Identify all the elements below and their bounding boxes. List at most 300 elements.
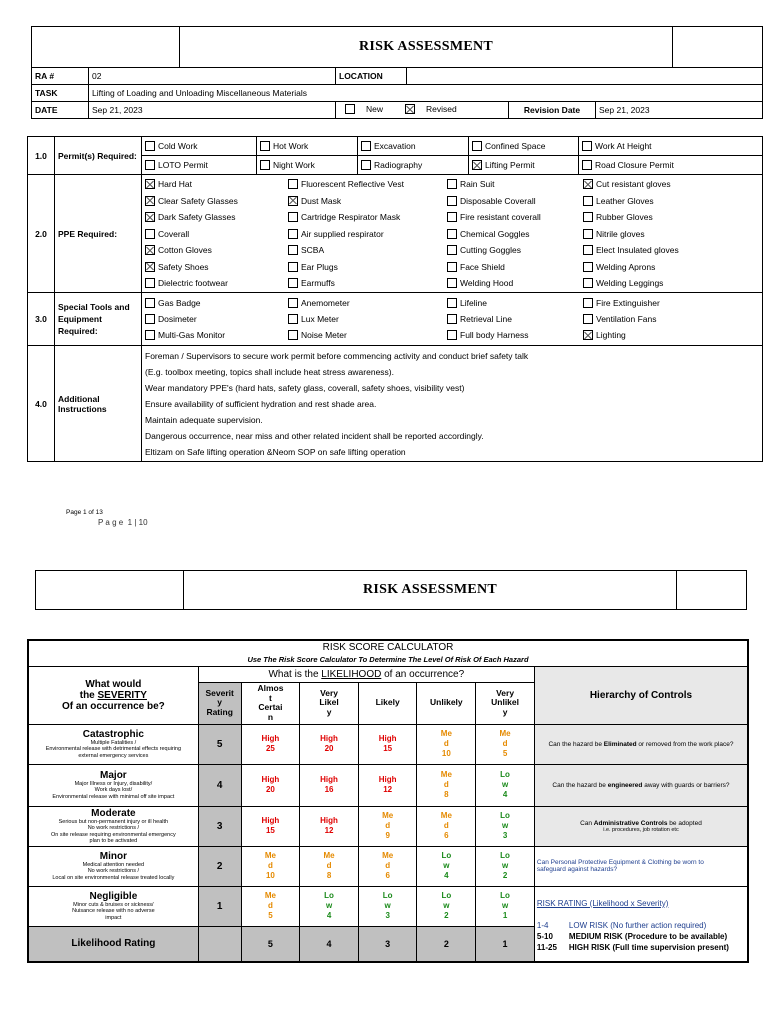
severity-detail: Environmental release with detrimental effects requiring: [45, 746, 182, 753]
loto-permit-label: LOTO Permit: [158, 160, 208, 170]
risk-score-cell: High 12: [358, 764, 417, 806]
severity-detail: external emergency services: [78, 752, 149, 759]
ppe-grid-column: [444, 176, 580, 292]
page1-title: RISK ASSESSMENT: [180, 27, 673, 68]
likelihood-rating-value: 1: [476, 926, 535, 962]
option-leather-gloves: [583, 192, 723, 209]
option-cotton-gloves: [145, 242, 285, 259]
severity-name: Moderate: [91, 807, 136, 819]
radiography-checkbox[interactable]: [361, 160, 371, 170]
full-body-harness-label: Full body Harness: [460, 330, 529, 340]
coverall-checkbox[interactable]: [145, 229, 155, 239]
option-dark-safety-glasses: [145, 209, 285, 226]
permits-grid: [142, 137, 762, 174]
rubber-gloves-checkbox[interactable]: [583, 212, 593, 222]
option-fire-extinguisher: [583, 295, 723, 311]
likelihood-q-underline: LIKELIHOOD: [321, 668, 382, 680]
page2-header: [35, 570, 747, 610]
option-loto-permit: [145, 160, 208, 170]
tools-options: [142, 293, 763, 346]
hard-hat-checkbox[interactable]: [145, 179, 155, 189]
lifting-permit-label: Lifting Permit: [485, 160, 535, 170]
option-chemical-goggles: [447, 225, 580, 242]
risk-score-cell: Lo w 2: [417, 886, 476, 926]
permit-cell: [469, 137, 579, 156]
safety-shoes-checkbox[interactable]: [145, 262, 155, 272]
disposable-coverall-checkbox[interactable]: [447, 196, 457, 206]
option-ventilation-fans: [583, 311, 723, 327]
tools-grid: [142, 295, 762, 343]
calc-title: RISK SCORE CALCULATOR: [28, 640, 748, 654]
disposable-coverall-label: Disposable Coverall: [460, 195, 536, 206]
severity-q1: What would: [85, 678, 142, 690]
instruction-line: Maintain adequate supervision.: [145, 414, 263, 425]
risk-score-cell: Lo w 2: [476, 846, 535, 886]
option-cut-resistant-gloves: [583, 176, 723, 193]
tools-num: 3.0: [28, 293, 55, 346]
ventilation-fans-checkbox[interactable]: [583, 314, 593, 324]
instruction-line: (E.g. toolbox meeting, topics shall include heat stress awareness).: [145, 366, 394, 377]
task-value: Lifting of Loading and Unloading Miscellaneous Materials: [89, 85, 763, 102]
elect-insulated-gloves-checkbox[interactable]: [583, 245, 593, 255]
fire-extinguisher-label: Fire Extinguisher: [596, 298, 660, 308]
likelihood-col-head: Almos t Certai n: [241, 682, 300, 724]
severity-detail: Major Illness or Injury, disability/: [74, 780, 153, 787]
permits-num: 1.0: [28, 137, 55, 175]
likelihood-col-head: Unlikely: [417, 682, 476, 724]
calc-subtitle: Use The Risk Score Calculator To Determine The Level Of Risk Of Each Hazard: [28, 654, 748, 666]
hard-hat-label: Hard Hat: [158, 179, 193, 189]
option-lux-meter: [288, 311, 444, 327]
risk-score-cell: Me d 6: [358, 846, 417, 886]
air-supplied-respirator-label: Air supplied respirator: [301, 228, 384, 239]
coverall-label: Coverall: [158, 228, 190, 239]
ppe-grid-column: [142, 176, 285, 292]
option-scba: [288, 242, 444, 259]
dosimeter-label: Dosimeter: [158, 314, 197, 324]
permit-cell: [469, 156, 579, 174]
dark-safety-glasses-label: Dark Safety Glasses: [158, 212, 236, 222]
option-excavation: [361, 141, 416, 151]
option-clear-safety-glasses: [145, 192, 285, 209]
noise-meter-checkbox[interactable]: [288, 330, 298, 340]
new-checkbox[interactable]: [345, 104, 355, 114]
new-label: New: [366, 104, 384, 114]
likelihood-q-pre: What is the: [268, 668, 322, 680]
lifting-permit-checkbox[interactable]: [472, 160, 482, 170]
excavation-checkbox[interactable]: [361, 141, 371, 151]
likelihood-rating-value: 2: [417, 926, 476, 962]
lifeline-checkbox[interactable]: [447, 298, 457, 308]
severity-rating: 5: [198, 724, 241, 764]
retrieval-line-label: Retrieval Line: [460, 314, 512, 324]
work-at-height-checkbox[interactable]: [582, 141, 592, 151]
instruction-line: Dangerous occurrence, near miss and other related incident shall be reported accordingly.: [145, 430, 484, 441]
night-work-checkbox[interactable]: [260, 160, 270, 170]
fluorescent-reflective-vest-checkbox[interactable]: [288, 179, 298, 189]
ventilation-fans-label: Ventilation Fans: [596, 314, 657, 324]
lighting-label: Lighting: [596, 330, 626, 340]
option-welding-aprons: [583, 258, 723, 275]
permit-cell: [142, 137, 257, 156]
clear-safety-glasses-label: Clear Safety Glasses: [158, 195, 238, 206]
risk-score-cell: Lo w 4: [417, 846, 476, 886]
revision-type-cell: [336, 102, 509, 119]
page2-title: RISK ASSESSMENT: [184, 571, 677, 610]
ra-label: RA #: [32, 68, 89, 85]
severity-desc: [28, 886, 198, 926]
face-shield-label: Face Shield: [460, 261, 505, 272]
tools-grid-column: [142, 295, 285, 343]
risk-score-cell: High 25: [241, 724, 300, 764]
info-table: [31, 67, 763, 119]
leather-gloves-checkbox[interactable]: [583, 196, 593, 206]
option-welding-hood: [447, 275, 580, 292]
air-supplied-respirator-checkbox[interactable]: [288, 229, 298, 239]
option-noise-meter: [288, 327, 444, 343]
instr-label: Additional Instructions: [55, 346, 142, 462]
excavation-label: Excavation: [374, 141, 416, 151]
confined-space-checkbox[interactable]: [472, 141, 482, 151]
nitrile-gloves-checkbox[interactable]: [583, 229, 593, 239]
welding-aprons-label: Welding Aprons: [596, 261, 656, 272]
risk-score-cell: Me d 5: [476, 724, 535, 764]
option-lifting-permit: [472, 160, 535, 170]
risk-score-cell: Lo w 3: [476, 806, 535, 846]
clear-safety-glasses-checkbox[interactable]: [145, 196, 155, 206]
revision-date-value: Sep 21, 2023: [596, 102, 763, 119]
date-label: DATE: [32, 102, 89, 119]
header2-right-cell: [677, 571, 747, 610]
severity-detail: Work days lost/: [94, 787, 133, 794]
tools-grid-column: [444, 295, 580, 343]
likelihood-rating-value: 4: [300, 926, 359, 962]
ppe-grid-column: [285, 176, 444, 292]
permit-cell: [257, 137, 358, 156]
fluorescent-reflective-vest-label: Fluorescent Reflective Vest: [301, 179, 404, 189]
severity-q3: Of an occurrence be?: [61, 700, 165, 712]
fire-resistant-coverall-label: Fire resistant coverall: [460, 212, 541, 222]
multi-gas-monitor-checkbox[interactable]: [145, 330, 155, 340]
header2-logo-cell: [36, 571, 184, 610]
permit-cell: [358, 137, 469, 156]
permit-cell: [579, 156, 762, 174]
date-value: Sep 21, 2023: [89, 102, 336, 119]
risk-score-cell: Me d 9: [358, 806, 417, 846]
retrieval-line-checkbox[interactable]: [447, 314, 457, 324]
leather-gloves-label: Leather Gloves: [596, 195, 654, 206]
safety-shoes-label: Safety Shoes: [158, 261, 209, 272]
option-dielectric-footwear: [145, 275, 285, 292]
option-hot-work: [260, 141, 308, 151]
option-dosimeter: [145, 311, 285, 327]
cut-resistant-gloves-checkbox[interactable]: [583, 179, 593, 189]
hierarchy-control: Can the hazard be engineered away with guards or barriers?: [534, 764, 748, 806]
severity-row: [28, 764, 748, 806]
permits-label: Permit(s) Required:: [55, 137, 142, 175]
likelihood-rating-label: Likelihood Rating: [28, 926, 198, 962]
chemical-goggles-checkbox[interactable]: [447, 229, 457, 239]
ear-plugs-checkbox[interactable]: [288, 262, 298, 272]
severity-name: Minor: [99, 850, 127, 862]
option-safety-shoes: [145, 258, 285, 275]
header-right-cell: [673, 27, 763, 68]
hot-work-checkbox[interactable]: [260, 141, 270, 151]
likelihood-col-head: Likely: [358, 682, 417, 724]
cotton-gloves-checkbox[interactable]: [145, 245, 155, 255]
severity-detail: plan to be activated: [89, 838, 138, 844]
severity-detail: Nuisance release with no adverse: [72, 908, 155, 915]
risk-score-cell: Me d 10: [417, 724, 476, 764]
cartridge-respirator-mask-label: Cartridge Respirator Mask: [301, 212, 401, 222]
likelihood-q-post: of an occurrence?: [381, 668, 465, 680]
risk-score-cell: Lo w 1: [476, 886, 535, 926]
cutting-goggles-checkbox[interactable]: [447, 245, 457, 255]
risk-score-cell: High 20: [241, 764, 300, 806]
severity-detail: Local on site environmental release treated locally: [52, 874, 175, 881]
permit-cell: [257, 156, 358, 174]
revised-label: Revised: [426, 104, 457, 114]
option-elect-insulated-gloves: [583, 242, 723, 259]
ear-plugs-label: Ear Plugs: [301, 261, 338, 272]
severity-rating: 1: [198, 886, 241, 926]
loto-permit-checkbox[interactable]: [145, 160, 155, 170]
severity-desc: [28, 724, 198, 764]
road-closure-permit-label: Road Closure Permit: [595, 160, 674, 170]
instruction-line: Wear mandatory PPE's (hard hats, safety glass, coverall, safety shoes, visibility vest): [145, 382, 465, 393]
hierarchy-title: Hierarchy of Controls: [534, 666, 748, 724]
severity-rating: 3: [198, 806, 241, 846]
severity-detail: No work restrictions /: [87, 825, 140, 831]
risk-score-cell: Lo w 4: [476, 764, 535, 806]
work-at-height-label: Work At Height: [595, 141, 652, 151]
option-ear-plugs: [288, 258, 444, 275]
scba-label: SCBA: [301, 245, 325, 255]
lighting-checkbox[interactable]: [583, 330, 593, 340]
risk-score-cell: High 12: [300, 806, 359, 846]
risk-score-cell: High 20: [300, 724, 359, 764]
option-anemometer: [288, 295, 444, 311]
severity-detail: impact: [105, 914, 122, 921]
dust-mask-checkbox[interactable]: [288, 196, 298, 206]
option-lighting: [583, 327, 723, 343]
earmuffs-label: Earmuffs: [301, 278, 335, 288]
severity-detail: Minor cuts & bruises or sickness/: [73, 901, 154, 908]
severity-row: [28, 886, 748, 926]
risk-score-cell: High 15: [358, 724, 417, 764]
severity-row: [28, 724, 748, 764]
likelihood-col-head: Very Unlikel y: [476, 682, 535, 724]
dark-safety-glasses-checkbox[interactable]: [145, 212, 155, 222]
risk-score-cell: High 16: [300, 764, 359, 806]
instruction-line: Ensure availability of sufficient hydration and rest shade area.: [145, 398, 377, 409]
hot-work-label: Hot Work: [273, 141, 309, 151]
cold-work-label: Cold Work: [158, 141, 198, 151]
footer-page-number: P a g e 1 | 10: [98, 518, 148, 527]
cold-work-checkbox[interactable]: [145, 141, 155, 151]
risk-score-cell: Me d 6: [417, 806, 476, 846]
task-label: TASK: [32, 85, 89, 102]
ppe-num: 2.0: [28, 175, 55, 293]
welding-leggings-checkbox[interactable]: [583, 278, 593, 288]
page1-header: [31, 26, 763, 68]
option-fluorescent-reflective-vest: [288, 176, 444, 193]
cartridge-respirator-mask-checkbox[interactable]: [288, 212, 298, 222]
ra-value: 02: [89, 68, 336, 85]
severity-detail: No work restrictions /: [87, 868, 140, 875]
option-rubber-gloves: [583, 209, 723, 226]
option-coverall: [145, 225, 285, 242]
welding-aprons-checkbox[interactable]: [583, 262, 593, 272]
option-air-supplied-respirator: [288, 225, 444, 242]
rain-suit-label: Rain Suit: [460, 179, 495, 189]
severity-question: [28, 666, 198, 724]
hierarchy-control: Can Personal Protective Equipment & Clothing be worn to safeguard against hazards?: [534, 846, 748, 886]
option-radiography: [361, 160, 422, 170]
ppe-options: [142, 175, 763, 293]
revised-checkbox[interactable]: [405, 104, 415, 114]
option-cartridge-respirator-mask: [288, 209, 444, 226]
ppe-label: PPE Required:: [55, 175, 142, 293]
radiography-label: Radiography: [374, 160, 423, 170]
likelihood-col-head: Very Likel y: [300, 682, 359, 724]
severity-detail: Environmental release with minimal off site impact: [52, 793, 175, 800]
blank-cell: [198, 926, 241, 962]
hierarchy-control: RISK RATING (Likelihood x Severity) 1-4 LOW RISK (No further action required) 5-10 MEDIUM RISK (Procedure to be available) 11-25 HIGH RISK (Full time supervision present): [534, 886, 748, 962]
severity-rating: 4: [198, 764, 241, 806]
severity-row: [28, 806, 748, 846]
dielectric-footwear-label: Dielectric footwear: [158, 278, 228, 288]
likelihood-rating-value: 5: [241, 926, 300, 962]
chemical-goggles-label: Chemical Goggles: [460, 228, 530, 239]
instruction-line: Eltizam on Safe lifting operation &Neom SOP on safe lifting operation: [145, 446, 406, 457]
location-label: LOCATION: [336, 68, 407, 85]
hierarchy-control: Can Administrative Controls be adopted i.e. procedures, job rotation etc: [534, 806, 748, 846]
cotton-gloves-label: Cotton Gloves: [158, 245, 212, 255]
rain-suit-checkbox[interactable]: [447, 179, 457, 189]
risk-score-cell: Lo w 4: [300, 886, 359, 926]
welding-hood-label: Welding Hood: [460, 278, 514, 288]
option-work-at-height: [582, 141, 652, 151]
risk-score-cell: Lo w 3: [358, 886, 417, 926]
nitrile-gloves-label: Nitrile gloves: [596, 228, 645, 239]
revision-date-label: Revision Date: [509, 102, 596, 119]
risk-score-calculator: [27, 639, 749, 963]
risk-score-cell: Me d 5: [241, 886, 300, 926]
fire-resistant-coverall-checkbox[interactable]: [447, 212, 457, 222]
option-welding-leggings: [583, 275, 723, 292]
severity-name: Catastrophic: [82, 728, 144, 740]
gas-badge-label: Gas Badge: [158, 298, 201, 308]
ppe-grid: [142, 176, 762, 292]
option-confined-space: [472, 141, 546, 151]
ppe-grid-column: [580, 176, 723, 292]
severity-q2-underline: SEVERITY: [97, 689, 147, 701]
severity-q2-prefix: the: [79, 689, 98, 701]
header-logo-cell: [32, 27, 180, 68]
permit-cell: [358, 156, 469, 174]
severity-desc: [28, 846, 198, 886]
severity-detail: On site release requiring environmental emergency: [51, 831, 176, 838]
option-earmuffs: [288, 275, 444, 292]
earmuffs-checkbox[interactable]: [288, 278, 298, 288]
road-closure-permit-checkbox[interactable]: [582, 160, 592, 170]
option-hard-hat: [145, 176, 285, 193]
option-fire-resistant-coverall: [447, 209, 580, 226]
severity-rating: 2: [198, 846, 241, 886]
lux-meter-label: Lux Meter: [301, 314, 339, 324]
likelihood-rating-value: 3: [358, 926, 417, 962]
severity-desc: [28, 764, 198, 806]
dust-mask-label: Dust Mask: [301, 195, 342, 206]
permits-options: [142, 137, 763, 175]
risk-score-cell: Me d 8: [417, 764, 476, 806]
lux-meter-checkbox[interactable]: [288, 314, 298, 324]
location-value: [407, 68, 763, 85]
full-body-harness-checkbox[interactable]: [447, 330, 457, 340]
tools-grid-column: [285, 295, 444, 343]
instr-num: 4.0: [28, 346, 55, 462]
option-retrieval-line: [447, 311, 580, 327]
likelihood-question: [198, 666, 534, 682]
severity-detail: Medical attention needed: [82, 861, 145, 868]
instruction-line: Foreman / Supervisors to secure work permit before commencing activity and conduct brief safety talk: [145, 350, 529, 361]
option-disposable-coverall: [447, 192, 580, 209]
severity-detail: Multiple Fatalities /: [90, 739, 137, 746]
cutting-goggles-label: Cutting Goggles: [460, 245, 521, 255]
instructions-list: [142, 346, 763, 462]
confined-space-label: Confined Space: [485, 141, 546, 151]
lifeline-label: Lifeline: [460, 298, 487, 308]
option-cutting-goggles: [447, 242, 580, 259]
welding-hood-checkbox[interactable]: [447, 278, 457, 288]
option-road-closure-permit: [582, 160, 674, 170]
noise-meter-label: Noise Meter: [301, 330, 347, 340]
night-work-label: Night Work: [273, 160, 315, 170]
gas-badge-checkbox[interactable]: [145, 298, 155, 308]
option-multi-gas-monitor: [145, 327, 285, 343]
dielectric-footwear-checkbox[interactable]: [145, 278, 155, 288]
footer-page-of: Page 1 of 13: [66, 509, 103, 516]
elect-insulated-gloves-label: Elect Insulated gloves: [596, 245, 679, 255]
option-night-work: [260, 160, 315, 170]
severity-name: Major: [100, 769, 127, 781]
risk-score-cell: High 15: [241, 806, 300, 846]
tools-grid-column: [580, 295, 723, 343]
hierarchy-control: Can the hazard be Eliminated or removed from the work place?: [534, 724, 748, 764]
permit-cell: [579, 137, 762, 156]
severity-name: Negligible: [89, 890, 138, 902]
risk-score-cell: Me d 8: [300, 846, 359, 886]
multi-gas-monitor-label: Multi-Gas Monitor: [158, 330, 226, 340]
severity-detail: Serious but non-permanent injury or ill health: [58, 818, 169, 825]
likelihood-col-head: Severit y Rating: [198, 682, 241, 724]
option-nitrile-gloves: [583, 225, 723, 242]
anemometer-checkbox[interactable]: [288, 298, 298, 308]
severity-q2: [31, 690, 196, 701]
scba-checkbox[interactable]: [288, 245, 298, 255]
option-face-shield: [447, 258, 580, 275]
dosimeter-checkbox[interactable]: [145, 314, 155, 324]
severity-row: [28, 846, 748, 886]
welding-leggings-label: Welding Leggings: [596, 278, 664, 288]
cut-resistant-gloves-label: Cut resistant gloves: [596, 179, 671, 189]
option-rain-suit: [447, 176, 580, 193]
permits-ppe-table: [27, 136, 763, 462]
fire-extinguisher-checkbox[interactable]: [583, 298, 593, 308]
rubber-gloves-label: Rubber Gloves: [596, 212, 653, 222]
face-shield-checkbox[interactable]: [447, 262, 457, 272]
